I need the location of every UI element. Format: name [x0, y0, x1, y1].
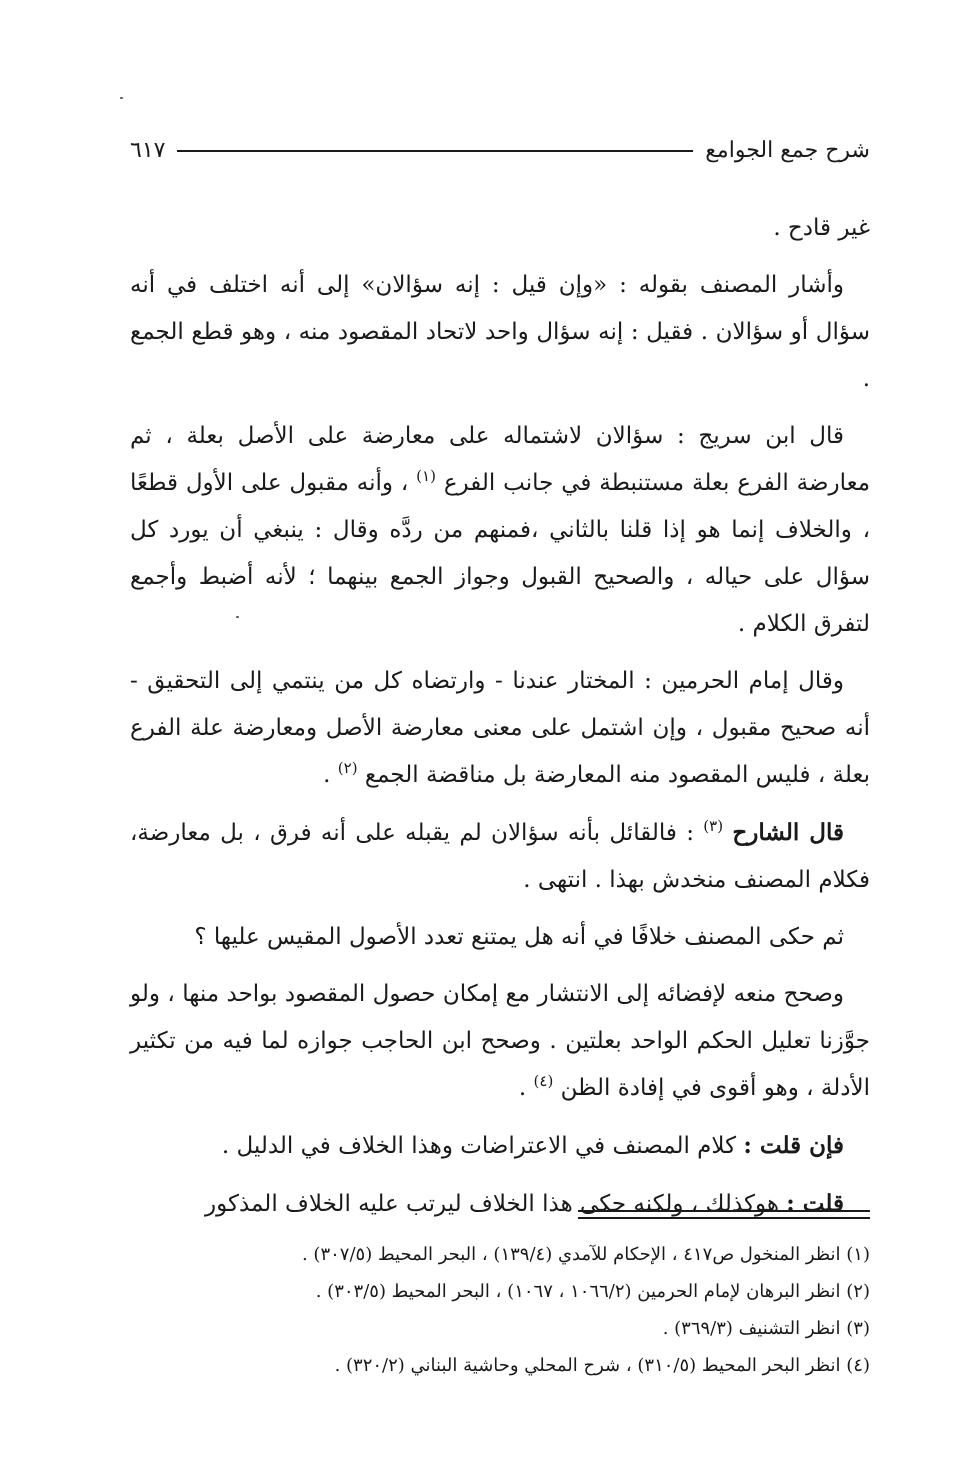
paragraph-text: .	[518, 1075, 527, 1101]
bold-lead: فإن قلت :	[743, 1132, 844, 1159]
footnote-separator	[578, 1210, 870, 1219]
paragraph-text: غير قادح .	[773, 215, 870, 241]
running-title: شرح جمع الجوامع	[705, 138, 870, 163]
paragraph-text: هوكذلك ، ولكنه حكى هذا الخلاف ليرتب عليه الخلاف المذكور	[205, 1191, 779, 1217]
main-text	[130, 205, 870, 1238]
paragraph	[130, 971, 870, 1112]
header-rule	[177, 150, 693, 152]
footnote-ref[interactable]: (٤)	[533, 1072, 554, 1090]
bold-lead: قلت :	[786, 1190, 844, 1217]
footnote: (٢) انظر البرهان لإمام الحرمين (١٠٦٦/٢ ، ١٠٦٧) ، البحر المحيط (٣٠٣/٥) .	[315, 1281, 870, 1302]
paragraph-text: .	[323, 762, 331, 788]
paragraph	[130, 914, 870, 961]
paragraph-text: وأشار المصنف بقوله : «وإن قيل : إنه سؤالان» إلى أنه اختلف في أنه سؤال أو سؤالان . فقيل : إنه سؤال واحد لاتحاد المقصود منه ، وهو قطع الجمع .	[130, 272, 870, 392]
footnote-ref[interactable]: (٣)	[703, 817, 724, 835]
paragraph-text: ثم حكى المصنف خلافًا في أنه هل يمتنع تعدد الأصول المقيس عليها ؟	[194, 924, 844, 950]
scan-speck	[120, 97, 123, 99]
footnotes	[130, 1236, 870, 1384]
paragraph-text: ، وأنه مقبول على الأول قطعًا ، والخلاف إنما هو إذا قلنا بالثاني ،فمنهم من ردَّه وقال : ينبغي أن يورد كل سؤال على حياله ، والصحيح القبول وجواز الجمع بينهما ؛ لأنه أضبط وأجمع لتفرق الكلام .	[130, 470, 870, 637]
paragraph	[130, 809, 870, 904]
page-number: ٦١٧	[130, 138, 166, 163]
paragraph	[130, 1180, 870, 1228]
paragraph	[130, 413, 870, 648]
paragraph	[130, 658, 870, 799]
paragraph-text: وصحح منعه لإفضائه إلى الانتشار مع إمكان حصول المقصود بواحد منها ، ولو جوَّزنا تعليل الحكم الواحد بعلتين . وصحح ابن الحاجب جوازه لما فيه من تكثير الأدلة ، وهو أقوى في إفادة الظن	[130, 981, 870, 1101]
footnote-ref[interactable]: (٢)	[337, 759, 358, 777]
paragraph-text: : فالقائل بأنه سؤالان لم يقبله على أنه فرق ، بل معارضة، فكلام المصنف منخدش بهذا . انتهى .	[130, 820, 870, 893]
paragraph-text: قال ابن سريج : سؤالان لاشتماله على معارضة على الأصل بعلة ، ثم معارضة الفرع بعلة مستنبطة في جانب الفرع	[130, 423, 871, 496]
paragraph	[130, 1122, 870, 1170]
paragraph-text: وقال إمام الحرمين : المختار عندنا - وارتضاه كل من ينتمي إلى التحقيق - أنه صحيح مقبول ، وإن اشتمل على معنى معارضة الأصل ومعارضة علة الفرع بعلة ، فليس المقصود منه المعارضة بل مناقضة الجمع	[130, 668, 870, 788]
footnote: (١) انظر المنخول ص٤١٧ ، الإحكام للآمدي (١٣٩/٤) ، البحر المحيط (٣٠٧/٥) .	[301, 1244, 870, 1265]
footnote-ref[interactable]: (١)	[416, 467, 436, 485]
running-header	[130, 140, 870, 162]
paragraph	[130, 205, 870, 252]
footnote: (٤) انظر البحر المحيط (٣١٠/٥) ، شرح المحلي وحاشية البناني (٣٢٠/٢) .	[334, 1355, 870, 1376]
paragraph-text: كلام المصنف في الاعتراضات وهذا الخلاف في الدليل .	[221, 1133, 737, 1159]
paragraph	[130, 262, 870, 403]
bold-lead: قال الشارح	[732, 819, 845, 846]
footnote: (٣) انظر التشنيف (٣٦٩/٣) .	[662, 1318, 870, 1339]
